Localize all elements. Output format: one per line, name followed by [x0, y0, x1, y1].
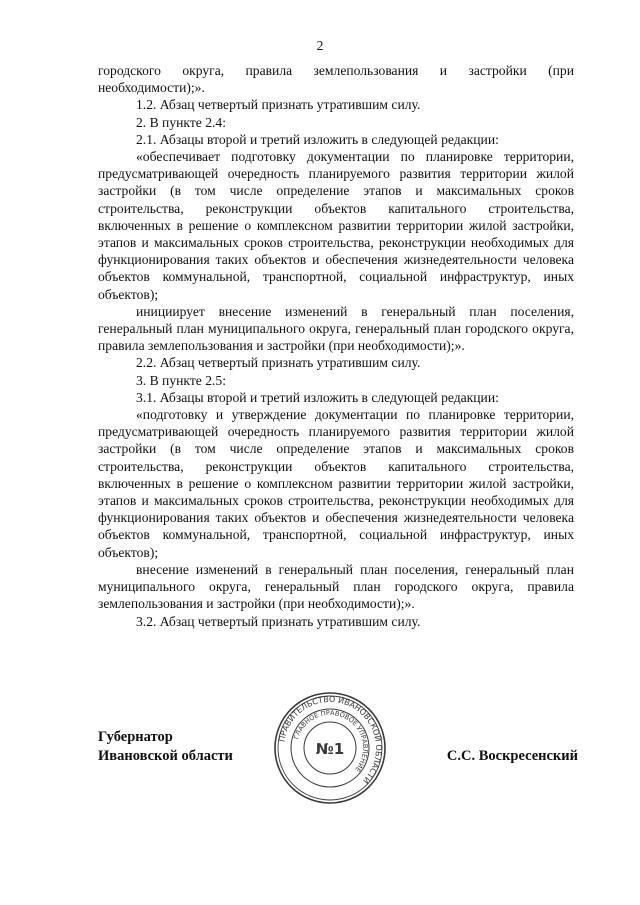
paragraph: 3.1. Абзацы второй и третий изложить в следующей редакции:: [136, 389, 499, 405]
paragraph: инициирует внесение изменений в генеральный план поселения, генеральный план муниципального округа, генеральный план городского округа, правила землепользования и застройки (при необходимости);».: [98, 303, 574, 354]
signatory-title-line2: Ивановской области: [98, 748, 233, 764]
paragraph: «подготовку и утверждение документации по планировке территории, предусматривающей очередность планируемого развития территории жилой застройки (в том числе определение этапов и максимальных сроков строительства, реконструкции объектов капитального строительства, включенных в решение о комплексном развитии территории жилой застройки, этапов и максимальных сроков строительства, реконструкции необходимых для функционирования таких объектов и обеспечения жизнедеятельности человека объектов коммунальной, транспортной, социальной инфраструктур, иных объектов);: [98, 407, 574, 560]
paragraph: 3. В пункте 2.5:: [136, 372, 226, 388]
signatory-name: С.С. Воскресенский: [446, 748, 578, 764]
paragraph: 1.2. Абзац четвертый признать утратившим силу.: [136, 97, 421, 113]
signatory-title: [98, 728, 233, 766]
paragraph: городского округа, правила землепользования и застройки (при необходимости);».: [98, 63, 574, 96]
document-body: [98, 62, 574, 630]
paragraph: 2.1. Абзацы второй и третий изложить в следующей редакции:: [136, 131, 499, 147]
stamp-outer-text: ПРАВИТЕЛЬСТВО ИВАНОВСКОЙ ОБЛАСТИ: [277, 694, 384, 786]
stamp-number: №1: [315, 740, 345, 758]
paragraph: 2. В пункте 2.4:: [136, 114, 226, 130]
paragraph: 2.2. Абзац четвертый признать утратившим силу.: [136, 355, 421, 371]
signatory-title-line1: Губернатор: [98, 729, 173, 745]
stamp-inner-text: ГЛАВНОЕ ПРАВОВОЕ УПРАВЛЕНИЕ: [292, 708, 370, 774]
official-stamp: [272, 690, 388, 806]
page-number: 2: [316, 38, 324, 53]
paragraph: 3.2. Абзац четвертый признать утратившим силу.: [136, 613, 421, 629]
paragraph: «обеспечивает подготовку документации по планировке территории, предусматривающей очередность планируемого развития территории жилой застройки (в том числе определение этапов и максимальных сроков строительства, реконструкции объектов капитального строительства, включенных в решение о комплексном развитии территории жилой застройки, этапов и максимальных сроков строительства, реконструкции необходимых для функционирования таких объектов и обеспечения жизнедеятельности человека объектов коммунальной, транспортной, социальной инфраструктур, иных объектов);: [98, 149, 574, 302]
signature-block: [98, 694, 578, 810]
paragraph: внесение изменений в генеральный план поселения, генеральный план муниципального округа, генеральный план городского округа, правила землепользования и застройки (при необходимости);».: [98, 561, 574, 612]
